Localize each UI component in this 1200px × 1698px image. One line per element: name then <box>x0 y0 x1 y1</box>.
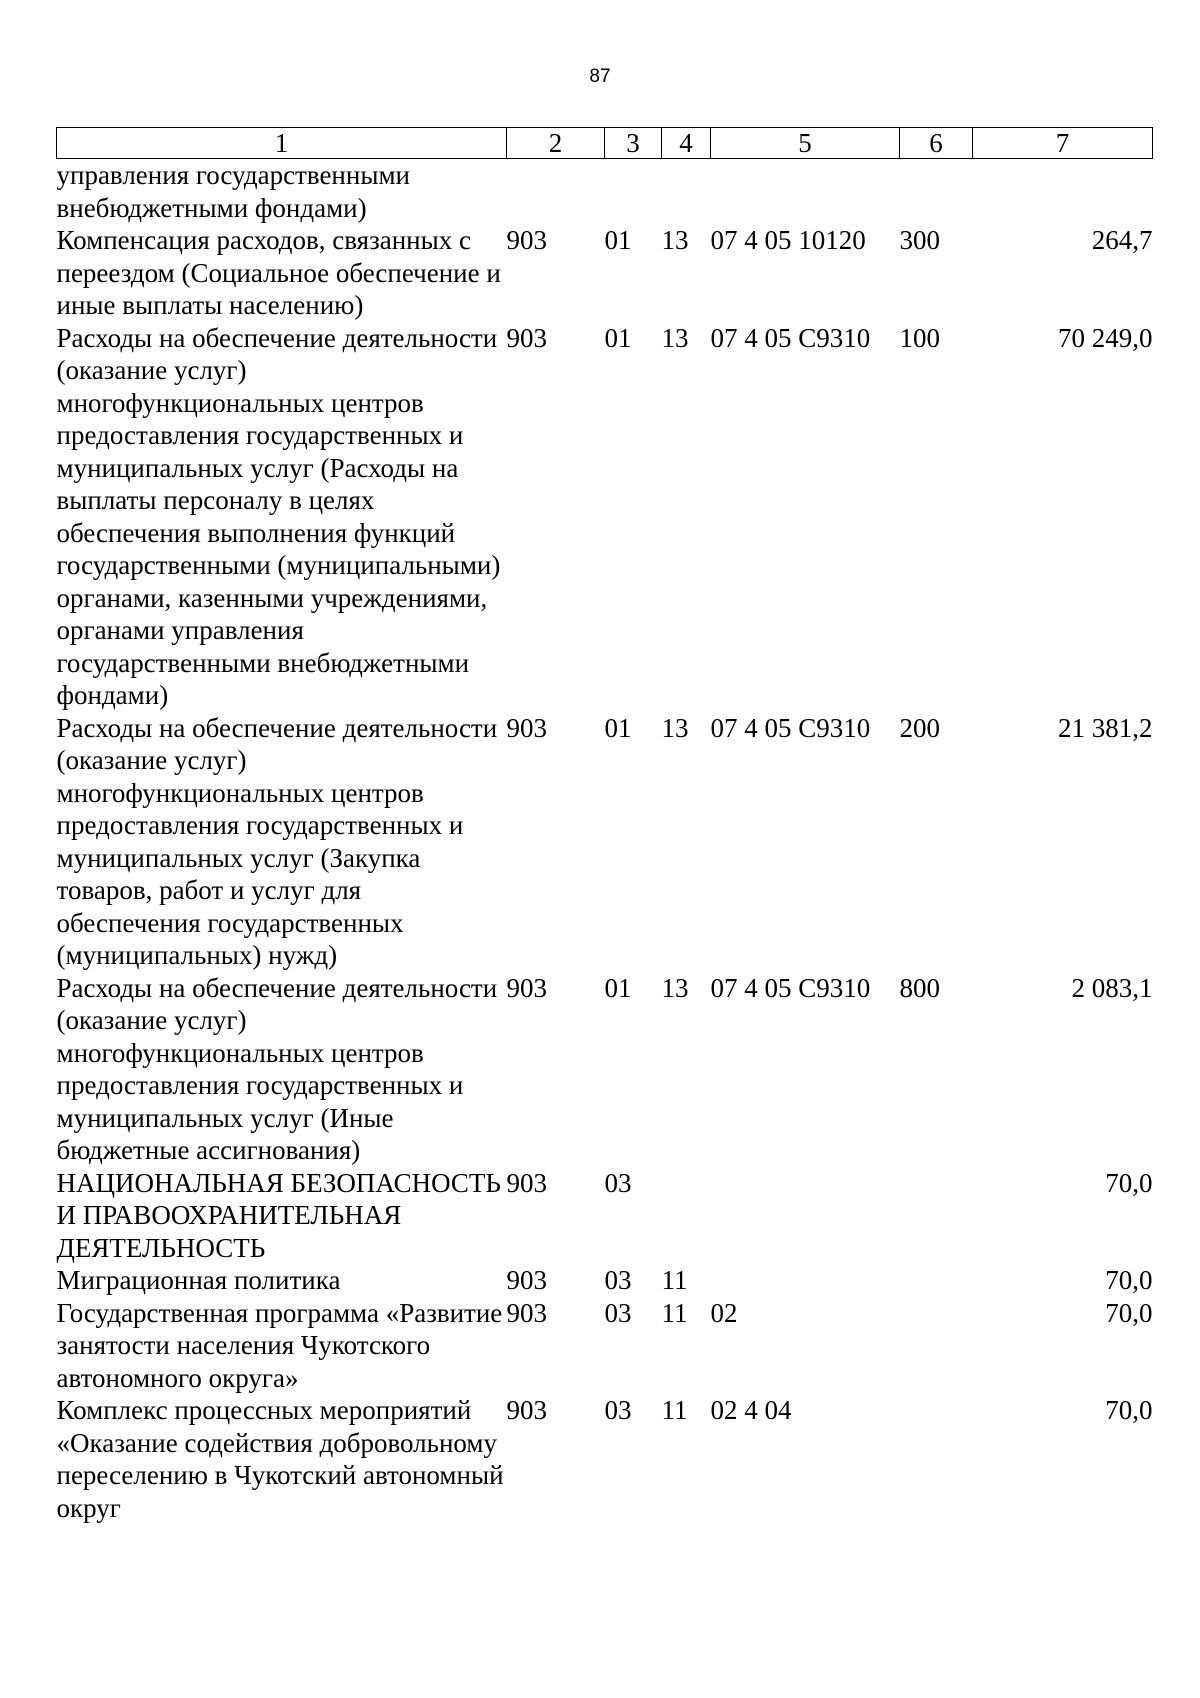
row-amount: 70,0 <box>1105 1395 1153 1425</box>
row-amount: 70,0 <box>1105 1265 1153 1295</box>
row-name: НАЦИОНАЛЬНАЯ БЕЗОПАСНОСТЬ И ПРАВООХРАНИТЕЛЬНАЯ ДЕЯТЕЛЬНОСТЬ <box>56 1167 501 1263</box>
row-col-4: 11 <box>661 1265 688 1295</box>
page-number: 87 <box>589 66 611 87</box>
row-col-2: 903 <box>506 322 547 353</box>
row-col-5: 02 <box>710 1297 738 1328</box>
row-col-4: 13 <box>661 225 689 255</box>
row-col-5 <box>711 159 900 225</box>
table-row <box>57 712 1153 972</box>
row-name: управления государственными внебюджетными фондами) <box>56 160 411 223</box>
row-col-3: 03 <box>604 1395 632 1425</box>
column-header-3: 3 <box>605 128 662 159</box>
column-header-7: 7 <box>973 128 1153 159</box>
row-col-4: 11 <box>661 1395 688 1425</box>
row-amount: 21 381,2 <box>1058 712 1153 743</box>
row-name: Государственная программа «Развитие занятости населения Чукотского автономного округа» <box>56 1297 503 1393</box>
row-col-6 <box>900 1297 973 1395</box>
row-name: Расходы на обеспечение деятельности (оказание услуг) многофункциональных центров предоставления государственных и муниципальных услуг (Расходы на выплаты персоналу в целях обеспечения выполнения функций государственными (муниципальными) органами, казенными учреждениями, органами управления государственными внебюджетными фондами) <box>56 322 501 710</box>
row-name: Расходы на обеспечение деятельности (оказание услуг) многофункциональных центров предоставления государственных и муниципальных услуг (Иные бюджетные ассигнования) <box>56 972 498 1165</box>
row-col-6: 800 <box>899 972 940 1003</box>
row-col-5 <box>711 1167 900 1265</box>
row-col-6 <box>900 1167 973 1265</box>
row-name: Комплекс процессных мероприятий «Оказание содействия добровольному переселению в Чукотский автономный округ <box>56 1395 504 1523</box>
row-col-6 <box>900 1264 973 1297</box>
row-col-4: 11 <box>661 1297 688 1328</box>
row-col-6: 300 <box>899 225 940 255</box>
table-row <box>57 1167 1153 1265</box>
row-col-5: 07 4 05 С9310 <box>710 322 871 353</box>
row-col-5: 07 4 05 С9310 <box>710 712 871 743</box>
row-col-4: 13 <box>661 712 689 743</box>
row-col-5: 07 4 05 10120 <box>710 225 866 255</box>
row-amount: 2 083,1 <box>1071 972 1153 1003</box>
row-col-4: 13 <box>661 322 689 353</box>
row-col-3: 03 <box>604 1167 632 1198</box>
column-header-5: 5 <box>711 128 900 159</box>
row-col-6: 200 <box>899 712 940 743</box>
column-header-1: 1 <box>57 128 507 159</box>
row-col-6 <box>900 159 973 225</box>
row-name: Расходы на обеспечение деятельности (оказание услуг) многофункциональных центров предоставления государственных и муниципальных услуг (Закупка товаров, работ и услуг для обеспечения государственных (муниципальных) нужд) <box>56 712 498 970</box>
row-amount: 70,0 <box>1105 1167 1153 1198</box>
row-col-2: 903 <box>506 1167 547 1198</box>
row-col-3: 03 <box>604 1265 632 1295</box>
table-row <box>57 1297 1153 1395</box>
row-col-2: 903 <box>506 972 547 1003</box>
table-header-row <box>57 128 1153 159</box>
row-col-2 <box>507 159 605 225</box>
row-amount: 70 249,0 <box>1058 322 1153 353</box>
row-col-5: 07 4 05 С9310 <box>710 972 871 1003</box>
row-name: Компенсация расходов, связанных с переездом (Социальное обеспечение и иные выплаты населению) <box>56 225 501 320</box>
row-col-3 <box>605 159 662 225</box>
table-row <box>57 1394 1153 1524</box>
table-row <box>57 322 1153 712</box>
row-amount <box>973 159 1153 225</box>
row-col-6 <box>900 1394 973 1524</box>
column-header-6: 6 <box>900 128 973 159</box>
row-col-3: 03 <box>604 1297 632 1328</box>
row-col-4: 13 <box>661 972 689 1003</box>
row-col-3: 01 <box>604 712 632 743</box>
row-col-2: 903 <box>506 1297 547 1328</box>
table-row <box>57 224 1153 322</box>
row-amount: 70,0 <box>1105 1297 1153 1328</box>
row-col-4 <box>662 1167 711 1265</box>
row-col-3: 01 <box>604 322 632 353</box>
row-col-2: 903 <box>506 225 547 255</box>
row-col-2: 903 <box>506 1395 547 1425</box>
column-header-4: 4 <box>662 128 711 159</box>
row-col-2: 903 <box>506 712 547 743</box>
row-col-4 <box>662 159 711 225</box>
row-col-2: 903 <box>506 1265 547 1295</box>
row-col-6: 100 <box>899 322 940 353</box>
row-col-3: 01 <box>604 972 632 1003</box>
row-name: Миграционная политика <box>56 1265 341 1295</box>
column-header-2: 2 <box>507 128 605 159</box>
table-row <box>57 972 1153 1167</box>
row-col-5 <box>711 1264 900 1297</box>
row-amount: 264,7 <box>1091 225 1153 255</box>
table-row <box>57 159 1153 225</box>
budget-table <box>56 127 1153 1524</box>
row-col-3: 01 <box>604 225 632 255</box>
table-row <box>57 1264 1153 1297</box>
row-col-5: 02 4 04 <box>710 1395 792 1425</box>
